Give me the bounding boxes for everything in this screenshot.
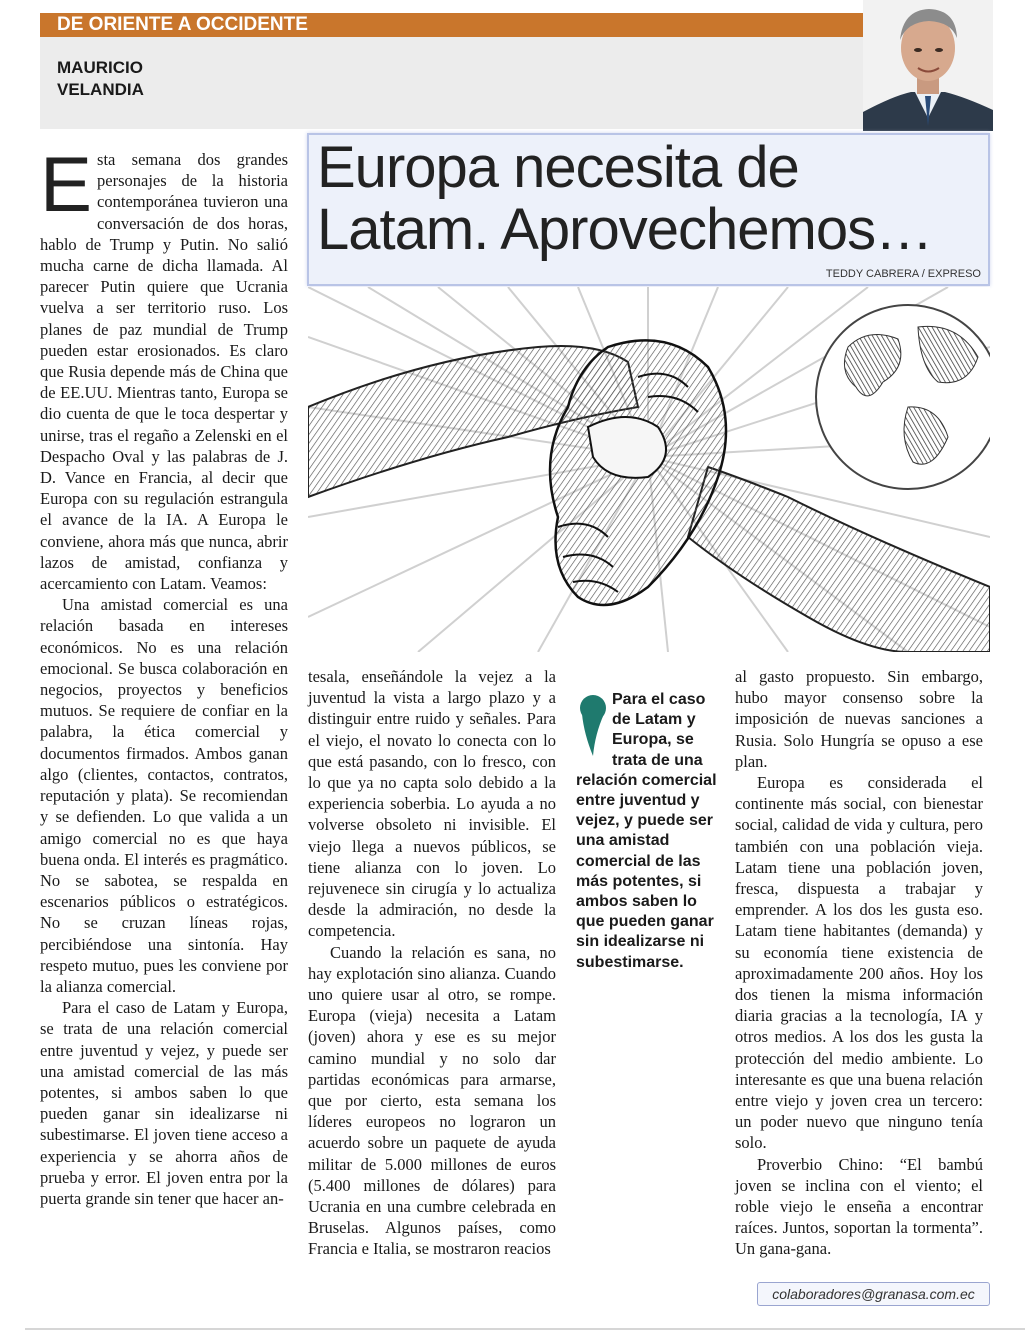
- author-name: [57, 57, 357, 101]
- article-column-2: [308, 666, 556, 1260]
- author-photo: [863, 0, 993, 131]
- section-header: [40, 13, 863, 37]
- author-name-line1: MAURICIO: [57, 58, 143, 77]
- headline: [317, 137, 987, 261]
- paragraph-text: sta semana dos grandes personajes de la historia contemporánea tuvieron una conversación de dos horas, hablo de Trump y Putin. No salió mucha carne de dicha llamada. Al parecer Putin quiere que Ucrania vuelva a ser territorio ruso. Los planes de paz mundial de Trump pueden estar erosionados. Es claro que Rusia depende más de China que de EE.UU. Mientras tanto, Europa se dio cuenta de que le toca despertar y unirse, tras el regaño a Zelenski en el Despacho Oval y las palabras de J. D. Vance en Francia, al decir que Europa con su regulación estrangula el avance de la IA. A Europa le conviene, ahora más que nunca, abrir lazos de amistad, confianza y acercamiento con Latam. Veamos:: [40, 150, 288, 594]
- author-portrait-icon: [863, 0, 993, 131]
- article-column-3: [735, 666, 983, 1260]
- pull-quote-text: Para el caso de Latam y Europa, se trata de una relación comercial entre juventud y vejez, y puede ser una amistad comercial de las más potentes, si ambos saben lo que pueden ganar sin idealizarse ni subestimarse.: [576, 691, 717, 971]
- article-paragraph: Cuando la relación es sana, no hay explotación sino alianza. Cuando uno quiere usar al otro, se rompe. Europa (vieja) necesita a Latam (joven) ahora y ese es su mejor camino mundial y no solo dar partidas económicas para armarse, que por cierto, esta semana los líderes europeos no lograron un acuerdo sobre un paquete de ayuda militar de 5.000 millones de euros (5.400 millones de dólares) para Ucrania en una cumbre celebrada en Bruselas. Algunos países, como Francia e Italia, se mostraron reacios: [308, 942, 556, 1259]
- quote-mark-icon: [578, 694, 608, 758]
- headline-line2: Latam. Aprovechemos…: [317, 197, 933, 262]
- headline-box: [307, 133, 990, 286]
- handshake-illustration: [308, 287, 990, 652]
- article-paragraph: Europa es considerada el continente más social, con bienestar social, calidad de vida y cultura, pero también con una población vieja. Latam tiene una población joven, fresca, dispuesta a trabajar y emprender. A los dos les gusta eso. Latam tiene habitantes (demanda) y su economía tiene existencia de aproximadamente 200 años. Hoy los dos tienen la misma información diaria gracias a la tecnología, IA y otros medios. A los dos les gusta la protección del medio ambiente. Lo interesante es que una buena relación entre viejo y joven crea un tercero: un poder nuevo que ninguno tenía solo.: [735, 773, 983, 1153]
- section-label: DE ORIENTE A OCCIDENTE: [57, 14, 308, 35]
- contact-email[interactable]: colaboradores@granasa.com.ec: [757, 1282, 990, 1306]
- pull-quote: [576, 690, 718, 973]
- handshake-globe-icon: [308, 287, 990, 652]
- article-paragraph: tesala, enseñándole la vejez a la juventud la vista a largo plazo y a distinguir entre ruido y señales. Para el viejo, el novato lo conecta con lo que está pasando, con lo fresco, con lo que ya no capta solo debido a la experiencia soberbia. Lo ayuda a no volverse obsoleto ni invisible. El viejo llega a nuevos públicos, se tiene alianza con lo joven. Lo rejuvenece sin cirugía y lo actualiza desde la admiración, no desde la competencia.: [308, 667, 556, 941]
- article-paragraph: Para el caso de Latam y Europa, se trata de una relación comercial entre juventud y vejez, y puede ser una amistad comercial de las más potentes, si ambos saben lo que pueden ganar sin idealizarse ni subestimarse. El joven tiene acceso a experiencia y se ahorra años de prueba y error. El joven entra por la puerta grande sin tener que hacer an-: [40, 998, 288, 1208]
- article-paragraph: [40, 140, 288, 594]
- drop-cap: E: [40, 140, 93, 228]
- article-paragraph: al gasto propuesto. Sin embargo, hubo mayor consenso sobre la imposición de nuevas sanciones a Rusia. Solo Hungría se opuso a ese plan.: [735, 667, 983, 771]
- author-name-line2: VELANDIA: [57, 80, 144, 99]
- article-paragraph: Proverbio Chino: “El bambú joven se inclina con el viento; el roble viejo le enseña a encontrar raíces. Juntos, soportan la tormenta”. Un gana-gana.: [735, 1154, 983, 1259]
- image-credit: TEDDY CABRERA / EXPRESO: [825, 268, 981, 280]
- bottom-divider: [25, 1328, 1025, 1330]
- article-column-1: [40, 140, 288, 1209]
- headline-line1: Europa necesita de: [317, 135, 799, 200]
- article-paragraph: Una amistad comercial es una relación basada en intereses económicos. No es una relación emocional. Se busca colaboración en negocios, proyectos y beneficios mutuos. Se requiere de confiar en la palabra, la ética comercial y documentos firmados. Ambos ganan algo (clientes, contactos, contratos, reputación y plata). Se recomiendan y se defienden. Lo que valida a un amigo comercial no es que haya buena onda. El interés es pragmático. No se sabotea, se respalda en escenarios públicos o estratégicos. No se cruzan líneas rojas, percibiéndose una sintonía. Hay respeto mutuo, pues les conviene por la alianza comercial.: [40, 595, 288, 996]
- author-box: [40, 37, 863, 129]
